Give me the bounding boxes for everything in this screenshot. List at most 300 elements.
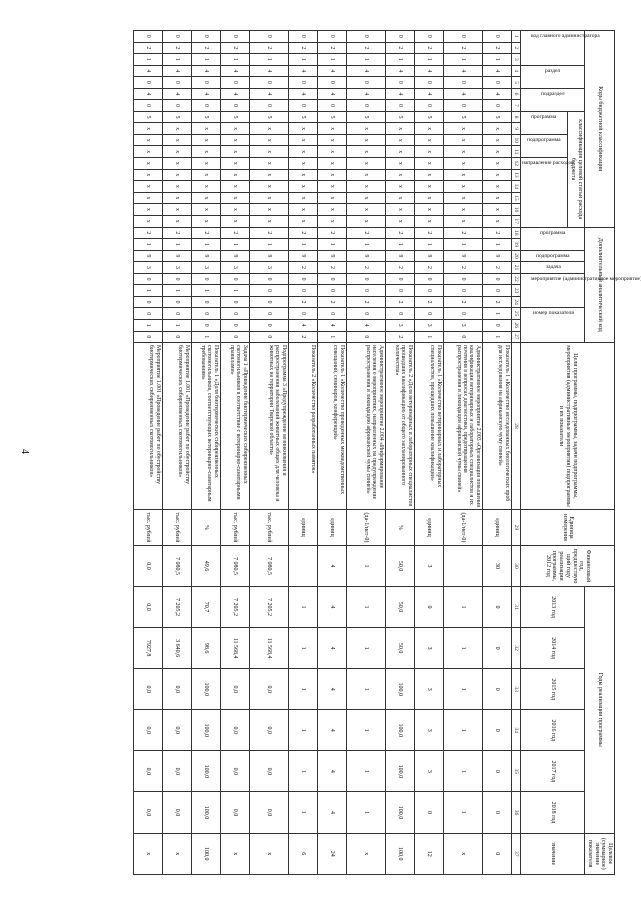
code-cell: 0 [191,31,220,43]
year-value-cell: 0,0 [220,751,249,792]
year-value-cell: 0 [414,792,443,833]
table-row [414,31,443,875]
code-cell: 2 [385,331,414,343]
code-cell: 2 [414,227,443,239]
unit-cell: тыс. рублей [249,509,288,545]
column-number: 3 [511,54,520,66]
code-cell: x [288,204,317,216]
code-cell: x [482,192,511,204]
code-cell: x [317,192,346,204]
column-number: 22 [511,273,520,285]
year-value-cell: 0,0 [162,710,191,751]
code-cell: 2 [191,42,220,54]
code-cell: x [482,158,511,170]
goal-name-cell: Показатель 2 «Доля ветеринарных и лабораторных специалистов прошедших квалификацию от общего запланированного количества» [385,343,414,510]
final-value-cell: x [346,833,385,874]
code-cell: 4 [162,88,191,100]
code-cell: 2 [443,227,482,239]
code-cell: x [162,123,191,135]
code-cell: 0 [317,308,346,320]
column-number: 33 [511,669,520,710]
year-value-cell: 0 [482,669,511,710]
code-cell: x [249,134,288,146]
code-cell: 9 [317,250,346,262]
final-value-cell: 24 [317,833,346,874]
code-cell: 2 [414,262,443,274]
code-cell: 2 [482,296,511,308]
code-cell: x [288,181,317,193]
goal-name-cell: Мероприятие 1.001 «Проведение работ по обустройству биотермических сибиреязвенных скотомогильников» [162,343,191,510]
table-row [443,31,482,875]
code-cell: x [191,181,220,193]
code-cell: x [482,123,511,135]
year-value-cell: 7 205,2 [249,587,288,628]
column-number: 26 [511,319,520,331]
code-cell: 4 [288,65,317,77]
code-cell: 0 [249,273,288,285]
column-number: 36 [511,792,520,833]
year-value-cell: 1 [288,628,317,669]
code-cell: x [191,204,220,216]
code-cell: 0 [133,308,162,320]
code-cell: 3 [414,319,443,331]
code-cell: 0 [443,285,482,297]
code-cell: 1 [191,285,220,297]
code-cell: x [317,158,346,170]
final-value-cell: x [133,833,162,874]
column-number: 1 [511,31,520,43]
finance-year-cell: 30 [482,545,511,586]
code-cell: x [220,134,249,146]
year-value-cell: 1 [288,587,317,628]
code-cell: 1 [414,54,443,66]
column-number: 35 [511,751,520,792]
code-cell: 3 [191,262,220,274]
column-number: 29 [511,509,520,545]
code-cell: x [288,215,317,227]
column-number: 32 [511,628,520,669]
code-cell: 1 [191,239,220,251]
code-cell: 0 [191,100,220,112]
column-number: 31 [511,587,520,628]
code-cell: x [133,181,162,193]
code-cell: 1 [162,319,191,331]
code-cell: 0 [414,308,443,320]
year-value-cell: 1 [288,710,317,751]
code-cell: 4 [346,319,385,331]
code-cell: x [191,146,220,158]
code-cell: 4 [414,65,443,77]
code-cell: 2 [385,296,414,308]
code-cell: 0 [191,319,220,331]
code-cell: 2 [288,331,317,343]
code-cell: x [133,146,162,158]
year-value-cell: 50,0 [385,628,414,669]
event-header: мероприятие (административное мероприятие) [530,275,641,282]
code-cell: 0 [414,285,443,297]
code-cell: 1 [482,308,511,320]
indicator-header: номер показателя [532,310,574,317]
year-value-cell: 0,0 [133,669,162,710]
year-value-cell: 0,0 [249,792,288,833]
year-value-cell: 0,0 [133,751,162,792]
year-value-cell: 0,0 [162,792,191,833]
code-cell: 1 [191,331,220,343]
code-cell: x [133,192,162,204]
code-cell: 0 [288,77,317,89]
code-cell: 0 [443,31,482,43]
year-value-cell: 1 [443,792,482,833]
year-value-cell: 70,7 [191,587,220,628]
table-row [482,31,511,875]
code-cell: x [220,215,249,227]
column-number: 5 [511,77,520,89]
code-cell: x [414,215,443,227]
code-cell: x [220,181,249,193]
code-cell: 4 [385,65,414,77]
code-cell: 9 [385,250,414,262]
code-cell: x [346,158,385,170]
unit-cell: единиц [317,509,346,545]
column-number: 27 [511,331,520,343]
goal-header: Цели программы, подпрограммы, задачи подпрограммы, мероприятия (административные мероприятия) подпрограммы и их показатели [521,343,615,510]
code-cell: x [346,146,385,158]
code-cell: 9 [288,250,317,262]
program2-header: программа [539,229,566,236]
code-cell: 0 [220,308,249,320]
code-cell: 1 [220,54,249,66]
year-value-cell: 0 [482,751,511,792]
code-cell: 5 [385,111,414,123]
code-cell: 0 [191,273,220,285]
code-cell: 0 [443,273,482,285]
final-value-cell: 100,0 [385,833,414,874]
code-cell: 5 [482,111,511,123]
column-number: 15 [511,192,520,204]
code-cell: 0 [249,319,288,331]
finance-year-cell [288,545,317,586]
code-cell: 1 [133,239,162,251]
code-cell: 0 [249,77,288,89]
code-cell: x [385,146,414,158]
code-cell: 0 [288,100,317,112]
finance-year-cell: 7 080,5 [162,545,191,586]
year-value-cell: 0,0 [133,792,162,833]
unit-cell: тыс. рублей [133,509,162,545]
code-cell: 1 [482,331,511,343]
code-cell: x [288,192,317,204]
code-cell: 0 [443,331,482,343]
code-cell: 0 [133,296,162,308]
code-cell: 5 [162,111,191,123]
code-cell: 1 [249,54,288,66]
code-cell: 0 [482,100,511,112]
year-value-cell: 100,0 [191,792,220,833]
code-cell: x [249,215,288,227]
code-cell: 0 [482,285,511,297]
column-number: 9 [511,123,520,135]
code-cell: x [482,134,511,146]
code-cell: 2 [133,227,162,239]
year-value-cell: 0,0 [133,710,162,751]
code-cell: 0 [317,31,346,43]
goal-name-cell: Административное мероприятие 2.003 «Организация повышения квалификации ветеринарных и лабораторных специалистов и их почтения в вопросах диагностики, предотвращения распространения и ликвидации африканской чумы свиней» [443,343,482,510]
y2016-header: 2016 год [521,710,585,751]
code-cell: 5 [288,111,317,123]
code-cell: 4 [220,88,249,100]
subprogram-header: подпрограмма [527,136,561,143]
year-value-cell: 1 [443,628,482,669]
code-cell: 5 [191,111,220,123]
code-cell: 9 [443,250,482,262]
column-number: 8 [511,111,520,123]
column-number: 19 [511,239,520,251]
code-cell: 5 [443,111,482,123]
year-value-cell: 11 568,4 [249,628,288,669]
code-cell: 2 [482,227,511,239]
code-cell: 0 [385,285,414,297]
code-cell: 0 [414,273,443,285]
code-cell: 2 [443,262,482,274]
year-value-cell: 0,0 [133,587,162,628]
code-cell: 3 [162,262,191,274]
code-cell: x [385,169,414,181]
code-cell: x [414,204,443,216]
code-cell: x [249,181,288,193]
year-value-cell: 1 [346,628,385,669]
year-value-cell: 0,0 [162,751,191,792]
code-cell: x [191,215,220,227]
code-cell: 0 [133,77,162,89]
year-value-cell: 0 [482,587,511,628]
code-cell: 5 [249,111,288,123]
code-cell: x [443,146,482,158]
code-cell: x [288,169,317,181]
goal-name-cell: Административное мероприятие 2.004 «Информирование населения о мероприятиях, направленных на предупреждение распространения и ликвидацию африканской чумы свиней» [346,343,385,510]
y2013-header: 2013 год [521,587,585,628]
code-cell: 2 [288,42,317,54]
code-cell: 4 [346,65,385,77]
code-cell: 9 [249,250,288,262]
code-cell: 4 [317,65,346,77]
code-cell: 0 [288,31,317,43]
code-cell: 0 [443,308,482,320]
final-value-cell: 6 [288,833,317,874]
code-cell: x [220,146,249,158]
code-cell: 2 [288,262,317,274]
code-cell: 4 [162,65,191,77]
year-value-cell: 100,0 [191,751,220,792]
column-number: 6 [511,88,520,100]
year-value-cell: 11 568,4 [220,628,249,669]
code-cell: x [317,134,346,146]
year-value-cell: 0,0 [220,792,249,833]
code-cell: x [249,169,288,181]
year-value-cell: 1 [346,587,385,628]
code-cell: 4 [317,88,346,100]
finance-year-cell: 1 [346,545,385,586]
year-value-cell: 0 [482,710,511,751]
code-cell: 0 [288,273,317,285]
code-cell: x [220,204,249,216]
code-cell: 1 [220,285,249,297]
year-value-cell: 100,0 [385,710,414,751]
year-value-cell: 0,0 [220,710,249,751]
final-value-cell: x [220,833,249,874]
code-cell: 2 [249,42,288,54]
code-cell: 0 [162,77,191,89]
year-value-cell: 3 [414,628,443,669]
column-number: 25 [511,308,520,320]
goal-name-cell: Показатель 1 «Количество исследованных биологических проб для исследования на африканскую чуму свиней» [482,343,511,510]
code-cell: 2 [346,42,385,54]
code-cell: 0 [385,77,414,89]
code-cell: 0 [346,100,385,112]
column-number: 23 [511,285,520,297]
year-value-cell: 7 205,2 [220,587,249,628]
unit-cell: единиц [482,509,511,545]
code-cell: x [317,169,346,181]
code-cell: 9 [162,250,191,262]
code-cell: 2 [317,262,346,274]
column-number: 16 [511,204,520,216]
code-cell: x [191,123,220,135]
code-cell: x [317,146,346,158]
unit-header: Единица измерения [521,509,615,545]
code-cell: 2 [482,42,511,54]
code-cell: 5 [317,111,346,123]
code-cell: 1 [162,54,191,66]
code-cell: 0 [133,273,162,285]
year-value-cell: 1 [346,792,385,833]
code-cell: 0 [162,273,191,285]
code-cell: 1 [191,54,220,66]
year-value-cell: 100,0 [385,751,414,792]
code-cell: x [162,169,191,181]
code-cell: 2 [443,42,482,54]
code-cell: 0 [191,308,220,320]
code-cell: x [385,181,414,193]
column-number: 18 [511,227,520,239]
year-value-cell: 3 [414,751,443,792]
code-cell: x [346,192,385,204]
code-cell: x [443,181,482,193]
code-cell: 2 [385,227,414,239]
unit-cell: (да-1/нет-0) [443,509,482,545]
table-row [346,31,385,875]
code-cell: x [346,123,385,135]
year-value-cell: 0 [414,587,443,628]
code-cell: 1 [346,54,385,66]
code-cell: x [288,123,317,135]
code-cell: x [385,192,414,204]
table-row [162,31,191,875]
final-value-cell: x [249,833,288,874]
final-value-cell: 12 [414,833,443,874]
code-cell: 0 [249,31,288,43]
code-cell: 5 [346,111,385,123]
code-cell: 0 [385,273,414,285]
table-body [133,31,511,875]
code-cell: 9 [482,250,511,262]
code-cell: 2 [346,227,385,239]
program-indicators-table [133,30,641,875]
year-value-cell: 1 [288,792,317,833]
code-cell: x [385,158,414,170]
code-cell: x [385,215,414,227]
year-value-cell: 0 [482,628,511,669]
table-row [249,31,288,875]
code-cell: 4 [220,65,249,77]
code-cell: 1 [162,239,191,251]
code-cell: 9 [414,250,443,262]
code-cell: x [133,169,162,181]
code-cell: 0 [482,31,511,43]
code-cell: 2 [220,227,249,239]
unit-cell: единиц [288,509,317,545]
code-cell: 0 [346,285,385,297]
code-cell: x [414,146,443,158]
code-cell: 4 [443,65,482,77]
code-cell: 3 [249,262,288,274]
extra-code-header: Дополнительный аналитический код [585,227,615,342]
code-cell: 1 [443,54,482,66]
year-value-cell: 1 [288,751,317,792]
code-cell: x [443,134,482,146]
final-value-cell: x [162,833,191,874]
column-number: 4 [511,65,520,77]
code-cell: 0 [162,296,191,308]
code-cell: 0 [162,100,191,112]
year-value-cell: 1 [346,669,385,710]
code-cell: 0 [443,100,482,112]
year-value-cell: 4 [317,751,346,792]
year-value-cell: 4 [317,628,346,669]
code-cell: 9 [346,250,385,262]
final-header: Целевое (суммарное) значение показателя [585,833,615,874]
code-cell: x [443,123,482,135]
rotated-table-area [55,30,641,875]
code-cell: 4 [288,319,317,331]
year-value-cell: 1 [443,751,482,792]
code-cell: 1 [317,331,346,343]
class-header: классификация целевой статьи расхода бюджета [568,111,585,227]
column-number: 10 [511,134,520,146]
code-cell: 0 [414,100,443,112]
finance-year-cell [443,545,482,586]
code-cell: 5 [414,111,443,123]
code-cell: x [220,158,249,170]
code-cell: 9 [220,250,249,262]
section-header: раздел [545,67,561,74]
code-cell: 0 [317,100,346,112]
code-cell: 1 [249,239,288,251]
year-value-cell: 1 [443,710,482,751]
year-value-cell: 3 [414,669,443,710]
code-cell: x [385,123,414,135]
code-cell: 4 [317,319,346,331]
year-value-cell: 4 [317,792,346,833]
code-cell: x [191,169,220,181]
code-cell: 3 [385,319,414,331]
code-cell: x [249,204,288,216]
code-cell: x [414,123,443,135]
code-cell: x [346,169,385,181]
code-cell: 2 [385,42,414,54]
code-cell: x [346,215,385,227]
code-cell: x [346,204,385,216]
admin-code-header: код главного администратора [530,33,600,39]
